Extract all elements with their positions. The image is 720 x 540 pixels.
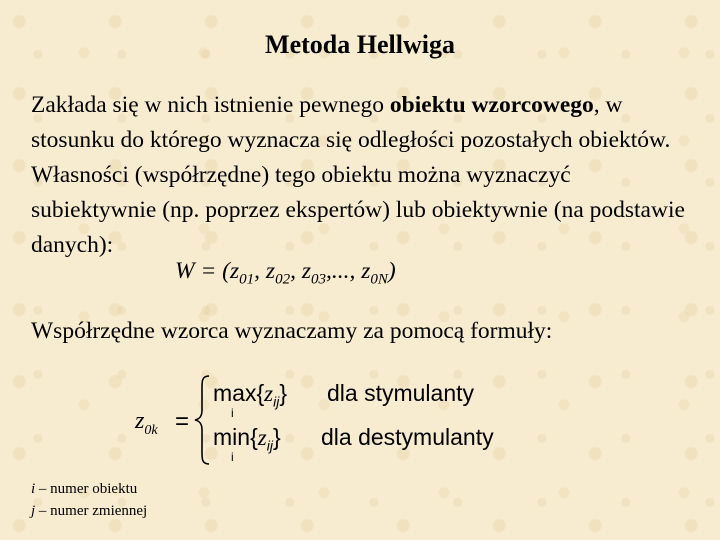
stimulant-label: dla stymulanty [327,380,475,406]
min-index: i [231,450,234,464]
pattern-vector-formula: $W = (z_{01}$, $z_{02}$, $z_{03}$,..., $z_{0N}$) [175,258,396,288]
pattern-coordinate-formula [135,374,535,466]
intro-paragraph [31,88,701,263]
intro-text-end: , w stosunku do którego wyznacza się odległości pozostałych obiektów. Własności (współrzędne) tego obiektu można wyznaczyć subiektywnie (np. poprzez ekspertów) lub obiektywnie (na podstawie danych): [31,92,685,258]
equals-sign: = [175,408,190,435]
curly-brace-icon [193,374,211,466]
max-index: i [231,406,234,420]
variable-legend [31,478,147,522]
max-case: $\max\{z_{ij}\}$ [213,380,288,410]
destimulant-label: dla destymulanty [321,424,494,450]
legend-j: j – numer zmiennej [31,503,148,519]
formula-intro-text: Współrzędne wzorca wyznaczamy za pomocą formuły: [31,318,553,344]
slide-title: Metoda Hellwiga [265,30,455,59]
legend-i: i – numer obiektu [31,481,138,497]
intro-text-start: Zakłada się w nich istnienie pewnego [31,92,390,118]
intro-text-bold: obiektu wzorcowego [389,92,594,118]
min-case: $\min\{z_{ij}\}$ [213,424,281,454]
formula-lhs: $z_{0k}$ [135,408,158,438]
